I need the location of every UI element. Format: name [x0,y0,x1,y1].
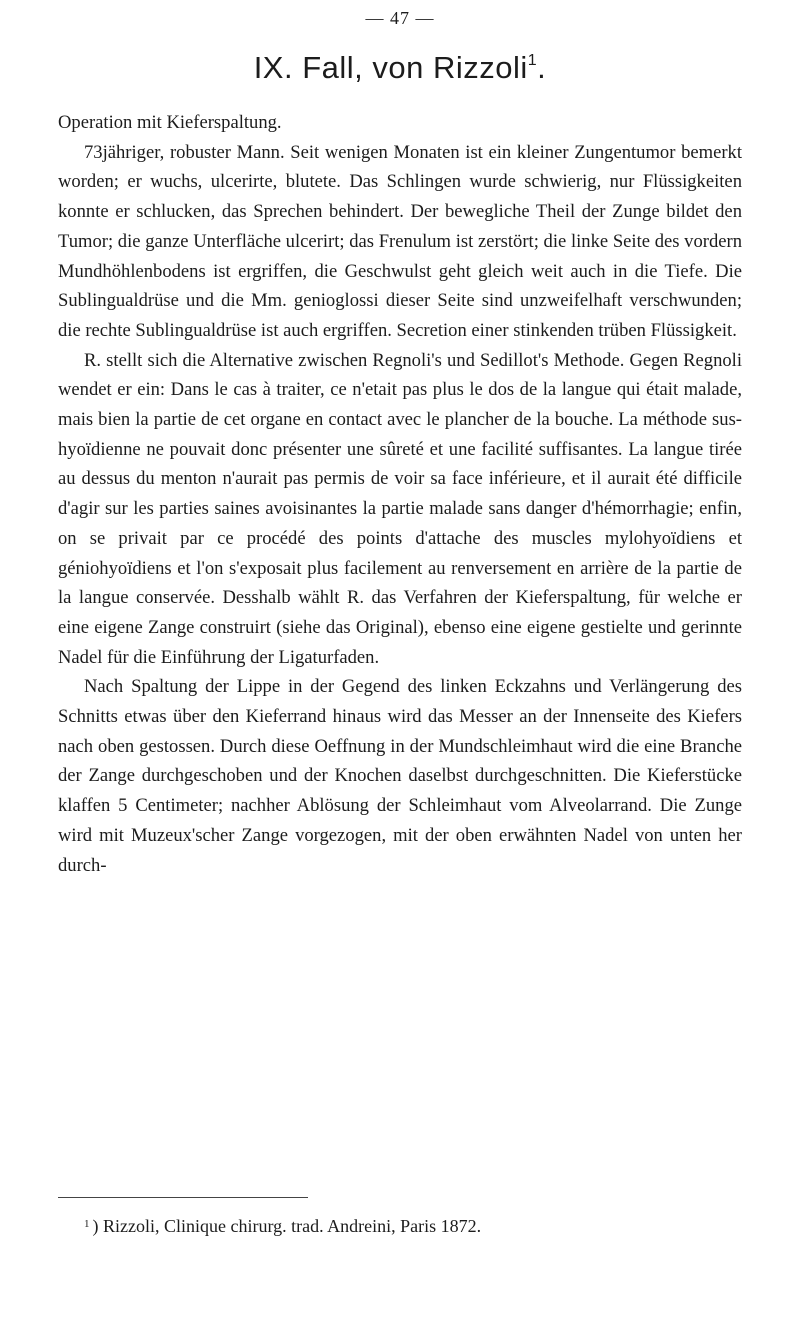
footnote [84,1213,742,1239]
subtitle-paragraph: Operation mit Kieferspaltung. [58,112,282,133]
footnote-reference: 1 [527,52,538,69]
case-description-paragraph: 73jähriger, robuster Mann. Seit wenigen Monaten ist ein kleiner Zungentumor bemerkt worden; er wuchs, ulcerirte, blutete. Das Schlingen wurde schwierig, nur Flüssigkeiten konnte er schlucken, das Sprechen behindert. Der bewegliche Theil der Zunge bildet den Tumor; die ganze Unterfläche ulcerirt; das Frenulum ist zerstört; die linke Seite des vordern Mundhöhlenbodens ist ergriffen, die Geschwulst geht gleich weit auch in die Tiefe. Die Sublingualdrüse und die Mm. genioglossi dieser Seite sind unzweifelhaft verschwunden; die rechte Sublingualdrüse ist auch ergriffen. Secretion einer stinkenden trüben Flüssigkeit. [58,141,742,341]
procedure-paragraph: Nach Spaltung der Lippe in der Gegend des linken Eckzahns und Verlängerung des Schnitts etwas über den Kieferrand hinaus wird das Messer an der Innenseite des Kiefers nach oben gestossen. Durch diese Oeffnung in der Mundschleimhaut wird die eine Branche der Zange durchgeschoben und der Knochen daselbst durchgeschnitten. Die Kieferstücke klaffen 5 Centimeter; nachher Ablösung der Schleimhaut vom Alveolarrand. Die Zunge wird mit Muzeux'scher Zange vorgezogen, mit der oben erwähnten Nadel von unten her durch- [58,676,742,876]
chapter-title-text: IX. Fall, von Rizzoli [253,50,528,85]
footnote-divider [58,1197,308,1198]
footnote-text: ) Rizzoli, Clinique chirurg. trad. Andreini, Paris 1872. [92,1216,482,1236]
method-discussion-paragraph: R. stellt sich die Alternative zwischen Regnoli's und Sedillot's Methode. Gegen Regnoli wendet er ein: Dans le cas à traiter, ce n'etait pas plus le dos de la langue qui était malade, mais bien la partie de cet organe en contact avec le plancher de la bouche. La méthode sus-hyoïdienne ne pouvait donc présenter une sûreté et une facilité suffisantes. La langue tirée au dessus du menton n'aurait pas permis de voir sa face inférieure, et il aurait été difficile d'agir sur les parties saines avoisinantes la partie malade sans danger d'hémorrhagie; enfin, on se privait par ce procédé des points d'attache des muscles mylohyoïdiens et géniohyoïdiens et l'on s'exposait plus facilement au renversement en arrière de la partie de la langue conservée. Desshalb wählt R. das Verfahren der Kieferspaltung, für welche er eine eigene Zange construirt (siehe das Original), ebenso eine eigene gestielte und gerinnte Nadel für die Einführung der Ligaturfaden. [58,349,742,668]
footnote-mark: 1 [84,1218,90,1230]
page-number: — 47 — [365,8,435,28]
body-text [58,108,742,880]
chapter-title: IX. Fall, von Rizzoli$^1$. [253,50,547,85]
